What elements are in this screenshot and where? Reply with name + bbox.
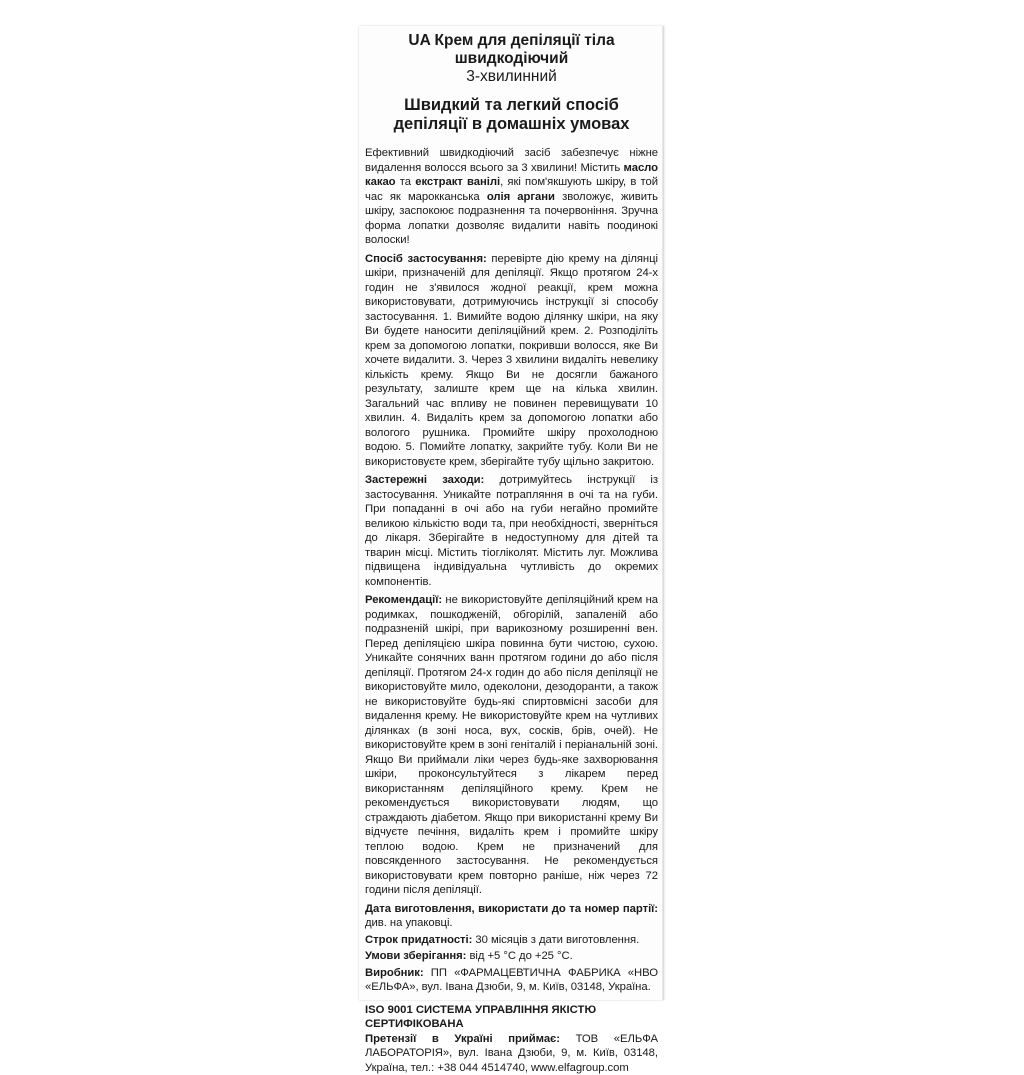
storage-heading: Умови зберігання: <box>365 950 466 962</box>
precautions-text: дотримуйтесь інструкції із застосування. Уникайте потрапляння в очі та на губи. При попаданні в очі або на губи негайно промийте великою кількістю води та, при необхідності, зверніться до лікаря. Зберігайте в недоступному для дітей та тварин місці. Містить тіогліколят. Містить луг. Можлива підвищена індивідуальна чутливість до окремих компонентів. <box>365 474 658 588</box>
intro-bold-vanilla: екстракт ванілі <box>415 176 500 188</box>
manufacture-date-section <box>365 902 658 931</box>
shelf-life-heading: Строк придатності: <box>365 934 472 946</box>
intro-text-4: зволожує, живить шкіру, заспокоює подразнення та почервоніння. Зручна форма лопатки дозволяє видалити навіть поодинокі волоски! <box>365 191 658 247</box>
title-text: Крем для депіляції тіла <box>430 32 614 49</box>
usage-section <box>365 252 658 470</box>
product-label <box>359 26 664 1000</box>
intro-paragraph <box>365 146 658 248</box>
intro-bold-cocoa: масло какао <box>365 162 658 189</box>
producer-heading: Виробник: <box>365 967 424 979</box>
storage-section <box>365 949 658 964</box>
intro-bold-argan: олія аргани <box>487 191 555 203</box>
title-line-2: швидкодіючий <box>365 50 658 68</box>
title-line-1 <box>365 32 658 50</box>
claims-text: ТОВ «ЕЛЬФА ЛАБОРАТОРІЯ», вул. Івана Дзюби, 9, м. Київ, 03148, Україна, тел.: +38 044 4514740, www.elfagroup.com <box>365 1033 658 1074</box>
language-code: UA <box>408 32 430 49</box>
recommendations-section <box>365 593 658 898</box>
usage-text: перевірте дію крему на ділянці шкіри, призначеній для депіляції. Якщо протягом 24-х годин не з'явилося жодної реакції, крем можна використовувати, дотримуючись інструкції зі способу застосування. 1. Вимийте водою ділянку шкіри, на яку Ви будете наносити депіляційний крем. 2. Розподіліть крем за допомогою лопатки, покривши волосся, яке Ви хочете видалити. 3. Через 3 хвилини видаліть невелику кількість крему. Якщо Ви не досягли бажаного результату, залиште крем ще на кілька хвилин. Загальний час впливу не повинен перевищувати 10 хвилин. 4. Видаліть крем за допомогою лопатки або вологого рушника. Промийте шкіру прохолодною водою. 5. Помийте лопатку, закрийте тубу. Коли Ви не використовуєте крем, зберігайте тубу щільно закритою. <box>365 253 658 468</box>
usage-heading: Спосіб застосування: <box>365 253 487 265</box>
precautions-section <box>365 473 658 589</box>
title-line-3: 3-хвилинний <box>365 68 658 86</box>
iso-certification: ISO 9001 СИСТЕМА УПРАВЛІННЯ ЯКІСТЮ СЕРТИФІКОВАНА <box>365 1003 658 1032</box>
claims-heading: Претензії в Україні приймає: <box>365 1033 560 1045</box>
subtitle-block <box>365 96 658 134</box>
shelf-life-section <box>365 933 658 948</box>
recommendations-heading: Рекомендації: <box>365 594 442 606</box>
storage-text: від +5 °С до +25 °С. <box>466 950 572 962</box>
intro-text-2: та <box>396 176 416 188</box>
subtitle-line-2: депіляції в домашніх умовах <box>365 115 658 134</box>
label-edge <box>662 26 664 1000</box>
intro-text-1: Ефективний швидкодіючий засіб забезпечує ніжне видалення волосся всього за 3 хвилини! Містить <box>365 147 658 174</box>
precautions-heading: Застережні заходи: <box>365 474 484 486</box>
shelf-life-text: 30 місяців з дати виготовлення. <box>472 934 639 946</box>
producer-text: ПП «ФАРМАЦЕВТИЧНА ФАБРИКА «НВО «ЕЛЬФА», вул. Івана Дзюби, 9, м. Київ, 03148, Україна. <box>365 967 658 994</box>
recommendations-text: не використовуйте депіляційний крем на родимках, пошкодженій, обгорілій, запаленій або подразненій шкірі, при варикозному розширенні вен. Перед депіляцією шкіра повинна бути чистою, сухою. Уникайте сонячних ванн протягом години до або після депіляції. Протягом 24-х годин до або після депіляції не використовуйте мило, одеколони, дезодоранти, а також не використовуйте будь-які спиртовмісні засоби для видалення крему. Не використовуйте крем на чутливих ділянках (в зоні носа, вух, сосків, брів, очей). Не використовуйте крем в зоні геніталій і періанальній зоні. Якщо Ви приймали ліки через будь-яке захворювання шкіри, проконсультуйтеся з лікарем перед використанням депіляційного крему. Крем не рекомендується використовувати людям, що страждають діабетом. Якщо при використанні крему Ви відчуєте печіння, видаліть крем і промийте шкіру теплою водою. Крем не призначений для повсякденного застосування. Не рекомендується використовувати крем повторно раніше, ніж через 72 години після депіляції. <box>365 594 658 896</box>
producer-section <box>365 966 658 995</box>
intro-text-3: , які пом'якшують шкіру, в той час як марокканська <box>365 176 658 203</box>
manufacture-heading: Дата виготовлення, використати до та номер партії: <box>365 903 658 915</box>
title-block <box>365 32 658 86</box>
manufacture-text: див. на упаковці. <box>365 917 453 929</box>
claims-section <box>365 1032 658 1075</box>
subtitle-line-1: Швидкий та легкий спосіб <box>365 96 658 115</box>
